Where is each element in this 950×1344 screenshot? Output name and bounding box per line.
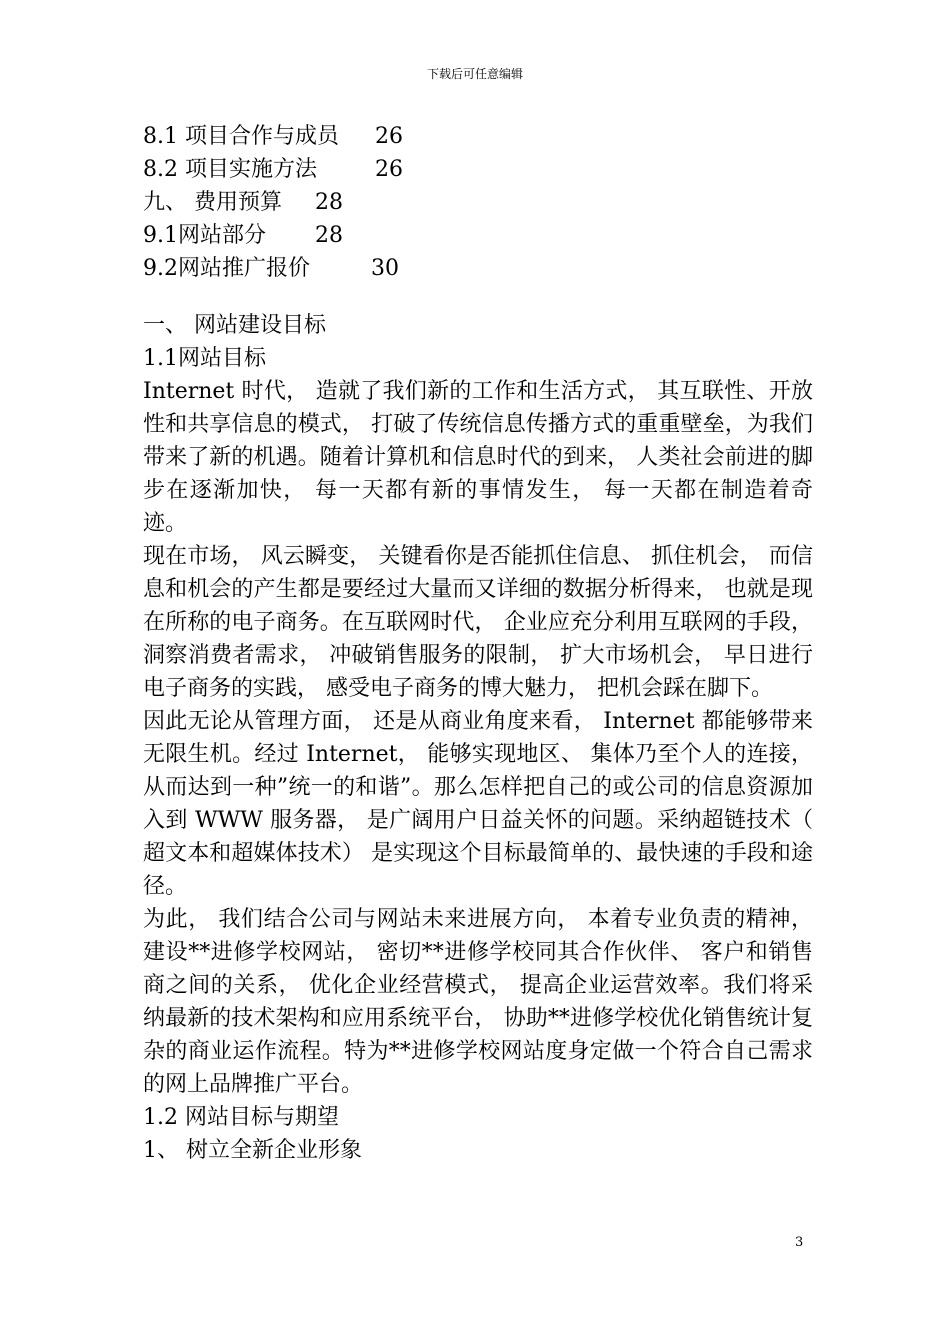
subsection-heading: 1.1网站目标 bbox=[143, 346, 266, 371]
body-paragraph: 因此无论从管理方面， 还是从商业角度来看， Internet 都能够带来无限生机。经过 Internet， 能够实现地区、 集体乃至个人的连接， 从而达到一种”统一的和谐”。那么怎样把自己的或公司的信息资源加入到 WWW 服务器， 是广阔用户日益关怀的问题。采纳超链技术（ 超文本和超媒体技术） 是实现这个目标最简单的、最快速的手段和途径。 bbox=[143, 709, 813, 899]
toc-entry-page: 28 bbox=[315, 190, 343, 215]
toc-entry-page: 28 bbox=[315, 223, 343, 248]
toc-entry bbox=[143, 120, 813, 153]
subsection-heading: 1.2 网站目标与期望 bbox=[143, 1105, 339, 1130]
section-heading: 一、 网站建设目标 bbox=[143, 313, 326, 338]
toc-entry-title: 9.2网站推广报价 bbox=[143, 256, 310, 281]
body-paragraph: Internet 时代， 造就了我们新的工作和生活方式， 其互联性、开放性和共享信息的模式， 打破了传统信息传播方式的重重壁垒，为我们带来了新的机遇。随着计算机和信息时代的到来， 人类社会前进的脚步在逐渐加快， 每一天都有新的事情发生， 每一天都在制造着奇迹。 bbox=[143, 379, 813, 536]
page-header: 下载后可任意编辑 bbox=[426, 67, 523, 81]
body-paragraph: 现在市场， 风云瞬变， 关键看你是否能抓住信息、 抓住机会， 而信息和机会的产生都是要经过大量而又详细的数据分析得来， 也就是现在所称的电子商务。在互联网时代， 企业应充分利用互联网的手段， 洞察消费者需求， 冲破销售服务的限制， 扩大市场机会， 早日进行电子商务的实践， 感受电子商务的博大魅力， 把机会踩在脚下。 bbox=[143, 544, 813, 701]
toc-entry bbox=[143, 219, 813, 252]
toc-entry-page: 30 bbox=[371, 256, 399, 281]
document-body bbox=[143, 120, 813, 1167]
list-item: 1、 树立全新企业形象 bbox=[143, 1138, 362, 1163]
toc-entry bbox=[143, 252, 813, 285]
spacer bbox=[143, 285, 813, 309]
toc-entry-page: 26 bbox=[375, 124, 403, 149]
toc-entry-title: 九、 费用预算 bbox=[143, 190, 282, 215]
body-paragraph: 为此， 我们结合公司与网站未来进展方向， 本着专业负责的精神，建设**进修学校网站， 密切**进修学校同其合作伙伴、 客户和销售商之间的关系， 优化企业经营模式， 提高企业运营效率。我们将采纳最新的技术架构和应用系统平台， 协助**进修学校优化销售统计复杂的商业运作流程。特为**进修学校网站度身定做一个符合自己需求的网上品牌推广平台。 bbox=[143, 907, 813, 1097]
toc-entry-title: 9.1网站部分 bbox=[143, 223, 266, 248]
page-number: 3 bbox=[795, 1235, 804, 1250]
toc-entry-title: 8.1 项目合作与成员 bbox=[143, 124, 339, 149]
toc-entry-title: 8.2 项目实施方法 bbox=[143, 157, 317, 182]
toc-entry bbox=[143, 186, 813, 219]
toc-entry-page: 26 bbox=[375, 157, 403, 182]
toc-entry bbox=[143, 153, 813, 186]
